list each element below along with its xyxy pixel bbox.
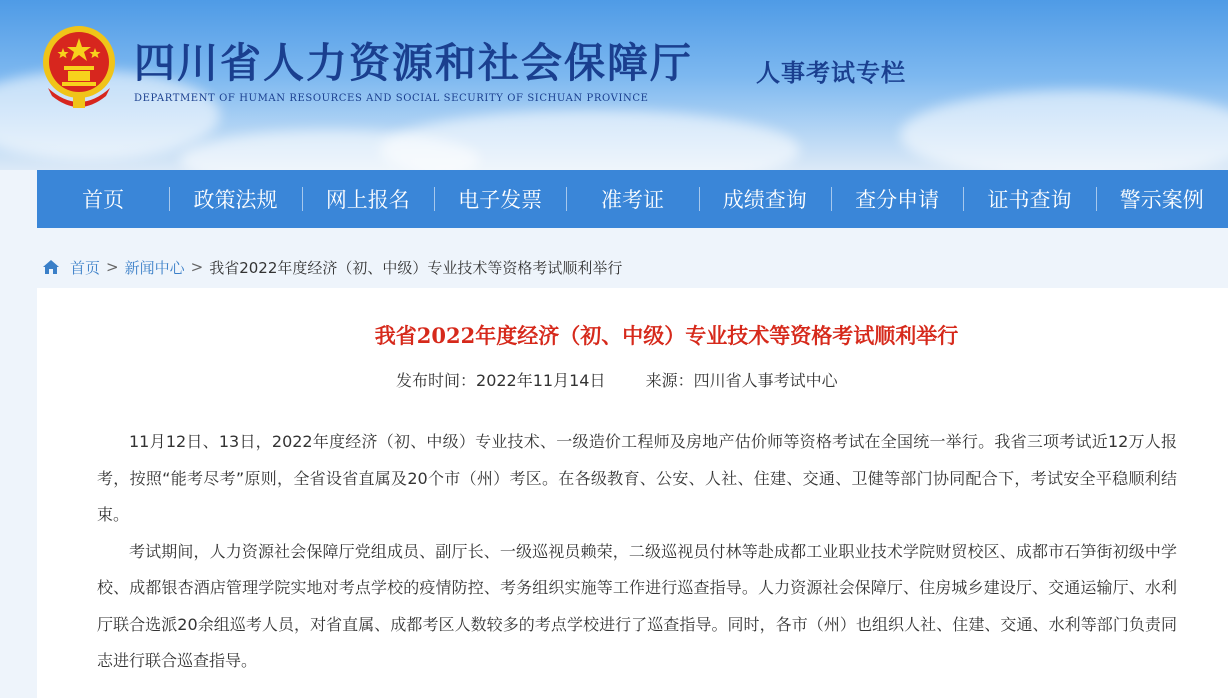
breadcrumb-separator: >: [106, 258, 119, 276]
article-body: [97, 424, 1177, 680]
nav-item-certificate-query[interactable]: 证书查询: [963, 170, 1095, 228]
site-title: 四川省人力资源和社会保障厅: [134, 39, 693, 87]
main-nav: [37, 170, 1228, 228]
nav-item-score-review[interactable]: 查分申请: [831, 170, 963, 228]
article-container: [37, 288, 1228, 698]
exam-column-title[interactable]: 人事考试专栏: [756, 58, 906, 87]
article-title: 我省2022年度经济（初、中级）专业技术等资格考试顺利举行: [374, 323, 959, 348]
breadcrumb-current: 我省2022年度经济（初、中级）专业技术等资格考试顺利举行: [209, 258, 623, 277]
article-paragraph: 考试期间，人力资源社会保障厅党组成员、副厅长、一级巡视员赖荣，二级巡视员付林等赴成都工业职业技术学院财贸校区、成都市石笋街初级中学校、成都银杏酒店管理学院实地对考点学校的疫情防控、考务组织实施等工作进行巡查指导。人力资源社会保障厅、住房城乡建设厅、交通运输厅、水利厅联合选派20余组巡考人员，对省直属、成都考区人数较多的考点学校进行了巡查指导。同时，各市（州）也组织人社、住建、交通、水利等部门负责同志进行联合巡查指导。: [97, 541, 1177, 670]
nav-item-home[interactable]: 首页: [82, 188, 125, 212]
breadcrumb-home-link[interactable]: 首页: [70, 258, 101, 277]
home-icon: [42, 259, 60, 275]
nav-item-online-registration[interactable]: 网上报名: [302, 170, 434, 228]
nav-item-e-invoice[interactable]: 电子发票: [434, 170, 566, 228]
source-label: 来源：: [645, 371, 694, 390]
site-subtitle: DEPARTMENT OF HUMAN RESOURCES AND SOCIAL SECURITY OF SICHUAN PROVINCE: [134, 93, 649, 104]
article-paragraph: 11月12日、13日，2022年度经济（初、中级）专业技术、一级造价工程师及房地产估价师等资格考试在全国统一举行。我省三项考试近12万人报考，按照“能考尽考”原则，全省设省直属及20个市（州）考区。在各级教育、公安、人社、住建、交通、卫健等部门协同配合下，考试安全平稳顺利结束。: [97, 432, 1177, 524]
nav-item-score-query[interactable]: 成绩查询: [699, 170, 831, 228]
nav-item-warning-cases[interactable]: 警示案例: [1096, 170, 1228, 228]
breadcrumb-news-link[interactable]: 新闻中心: [124, 258, 185, 277]
publish-date: 2022年11月14日: [476, 371, 606, 390]
breadcrumb: [42, 256, 622, 278]
source-value: 四川省人事考试中心: [693, 371, 838, 390]
nav-item-admission-ticket[interactable]: 准考证: [566, 170, 698, 228]
article-meta: [396, 368, 838, 391]
site-header: [0, 0, 1228, 170]
publish-label: 发布时间：: [396, 371, 477, 390]
nav-item-policy[interactable]: 政策法规: [169, 170, 301, 228]
header-cloud: [900, 90, 1228, 170]
national-emblem-icon: [40, 24, 118, 110]
breadcrumb-separator: >: [190, 258, 204, 276]
